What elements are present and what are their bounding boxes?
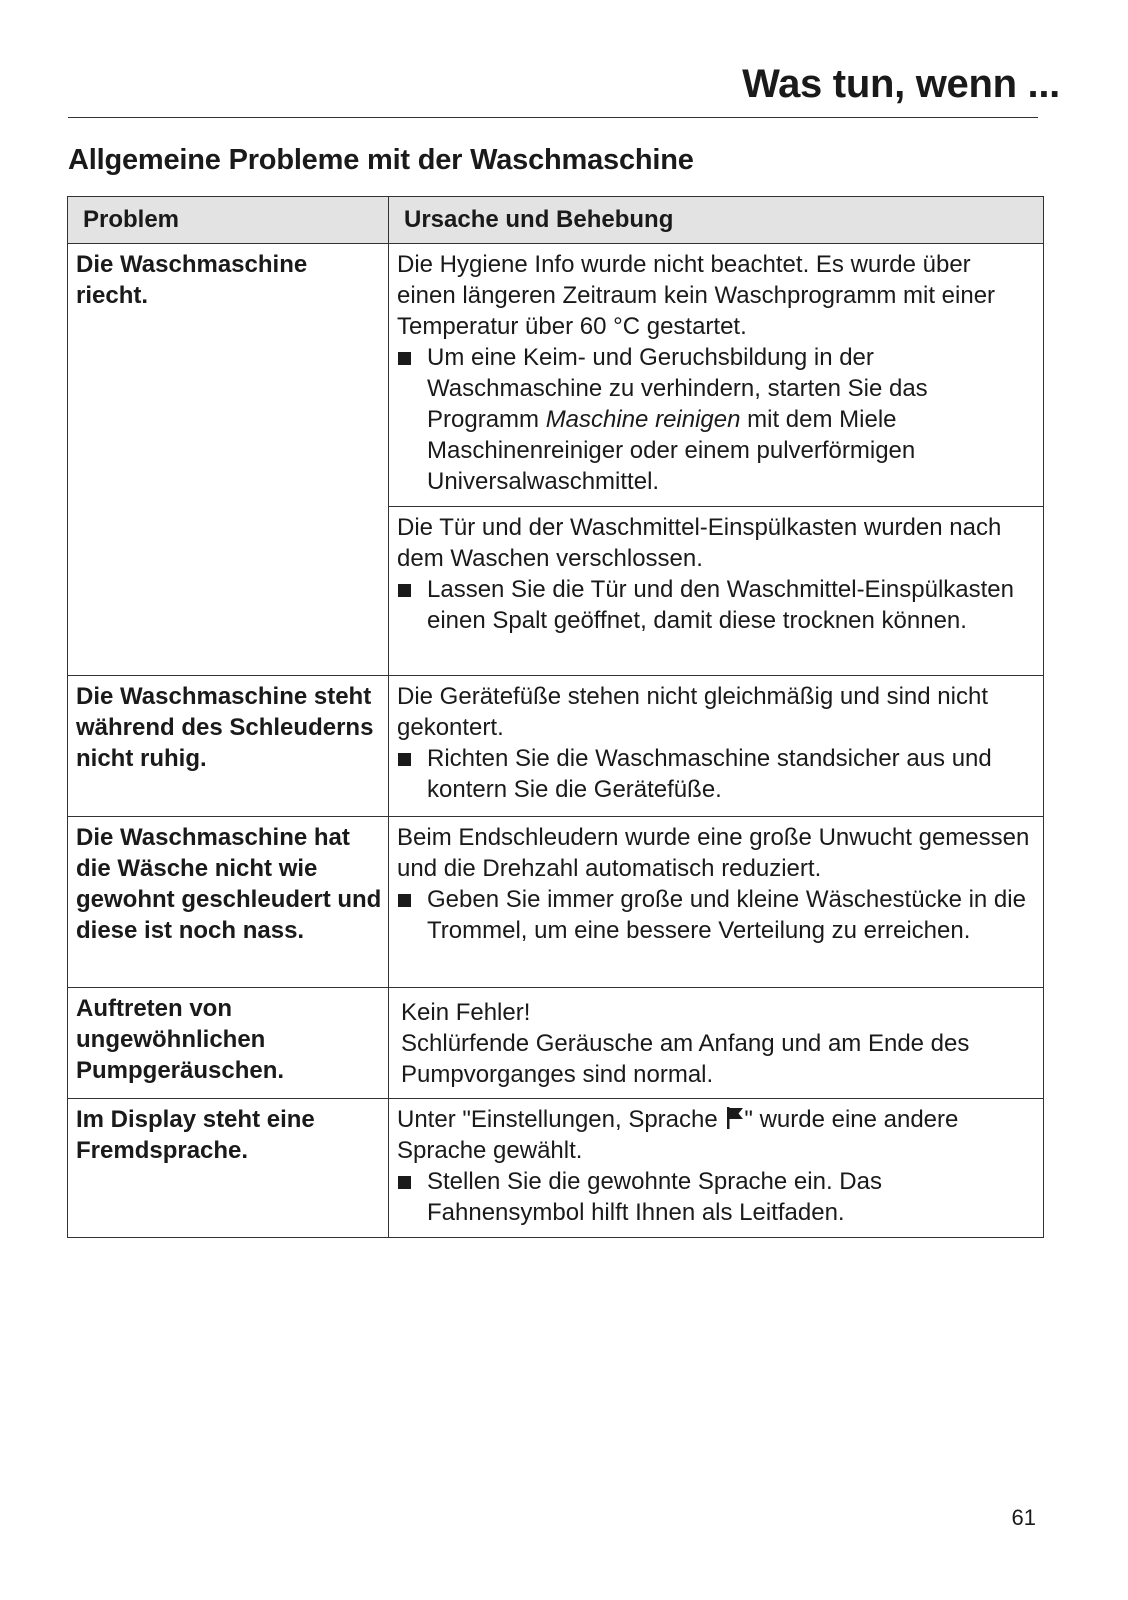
cause-cell [389,1099,1044,1238]
remedy-text: Richten Sie die Waschmaschine standsicher aus und kontern Sie die Gerätefüße. [427,745,992,803]
table-row [68,244,1044,507]
problem-cell: Auftreten von ungewöhnlichen Pumpgeräuschen. [68,988,389,1099]
bullet-square-icon [398,1176,411,1189]
header-divider [68,117,1038,118]
remedy-text: Geben Sie immer große und kleine Wäschestücke in die Trommel, um eine bessere Verteilung zu erreichen. [427,886,1026,944]
cause-cell [389,988,1044,1099]
cause-text: Unter "Einstellungen, Sprache " wurde eine andere Sprache gewählt. [397,1106,959,1164]
table-row [68,988,1044,1099]
column-header-cause: Ursache und Behebung [389,197,1044,244]
flag-icon [726,1106,744,1130]
troubleshooting-table [67,196,1044,1238]
cause-cell [389,244,1044,507]
remedy-text: Stellen Sie die gewohnte Sprache ein. Das Fahnensymbol hilft Ihnen als Leitfaden. [427,1168,882,1226]
cause-cell [389,817,1044,988]
page-number: 61 [1011,1505,1036,1530]
bullet-square-icon [398,352,411,365]
cause-cell [389,507,1044,676]
bullet-square-icon [398,753,411,766]
cause-cell [389,676,1044,817]
problem-cell: Im Display steht eine Fremdsprache. [68,1099,389,1238]
column-header-problem: Problem [68,197,389,244]
cause-text: Die Gerätefüße stehen nicht gleichmäßig und sind nicht gekontert. [397,683,988,741]
bullet-square-icon [398,584,411,597]
cause-text: Schlürfende Geräusche am Anfang und am Ende des Pumpvorganges sind normal. [401,1030,970,1088]
remedy-bullet [397,1166,1035,1228]
cause-text: Die Tür und der Waschmittel-Einspülkasten wurden nach dem Waschen verschlossen. [397,514,1002,572]
remedy-bullet [397,574,1035,636]
bullet-square-icon [398,894,411,907]
cause-text: Beim Endschleudern wurde eine große Unwucht gemessen und die Drehzahl automatisch reduziert. [397,824,1030,882]
remedy-bullet [397,743,1035,805]
remedy-text: Lassen Sie die Tür und den Waschmittel-Einspülkasten einen Spalt geöffnet, damit diese trocknen können. [427,576,1014,634]
cause-text: Kein Fehler! [401,999,531,1026]
remedy-bullet [397,884,1035,946]
table-row [68,676,1044,817]
remedy-bullet [397,342,1035,497]
remedy-text: Um eine Keim- und Geruchsbildung in der Waschmaschine zu verhindern, starten Sie das Programm Maschine reinigen mit dem Miele Maschinenreiniger oder einem pulverförmigen Universalwaschmittel. [427,344,928,495]
cause-text: Die Hygiene Info wurde nicht beachtet. Es wurde über einen längeren Zeitraum kein Waschprogramm mit einer Temperatur über 60 °C gestartet. [397,251,996,340]
problem-cell: Die Waschmaschine riecht. [68,244,389,676]
problem-cell: Die Waschmaschine steht während des Schleuderns nicht ruhig. [68,676,389,817]
table-row [68,1099,1044,1238]
page-header-title: Was tun, wenn ... [742,62,1060,106]
table-row [68,817,1044,988]
problem-cell: Die Waschmaschine hat die Wäsche nicht wie gewohnt geschleudert und diese ist noch nass. [68,817,389,988]
table-header-row [68,197,1044,244]
program-name: Maschine reinigen [545,406,741,433]
section-title: Allgemeine Probleme mit der Waschmaschine [68,144,694,176]
